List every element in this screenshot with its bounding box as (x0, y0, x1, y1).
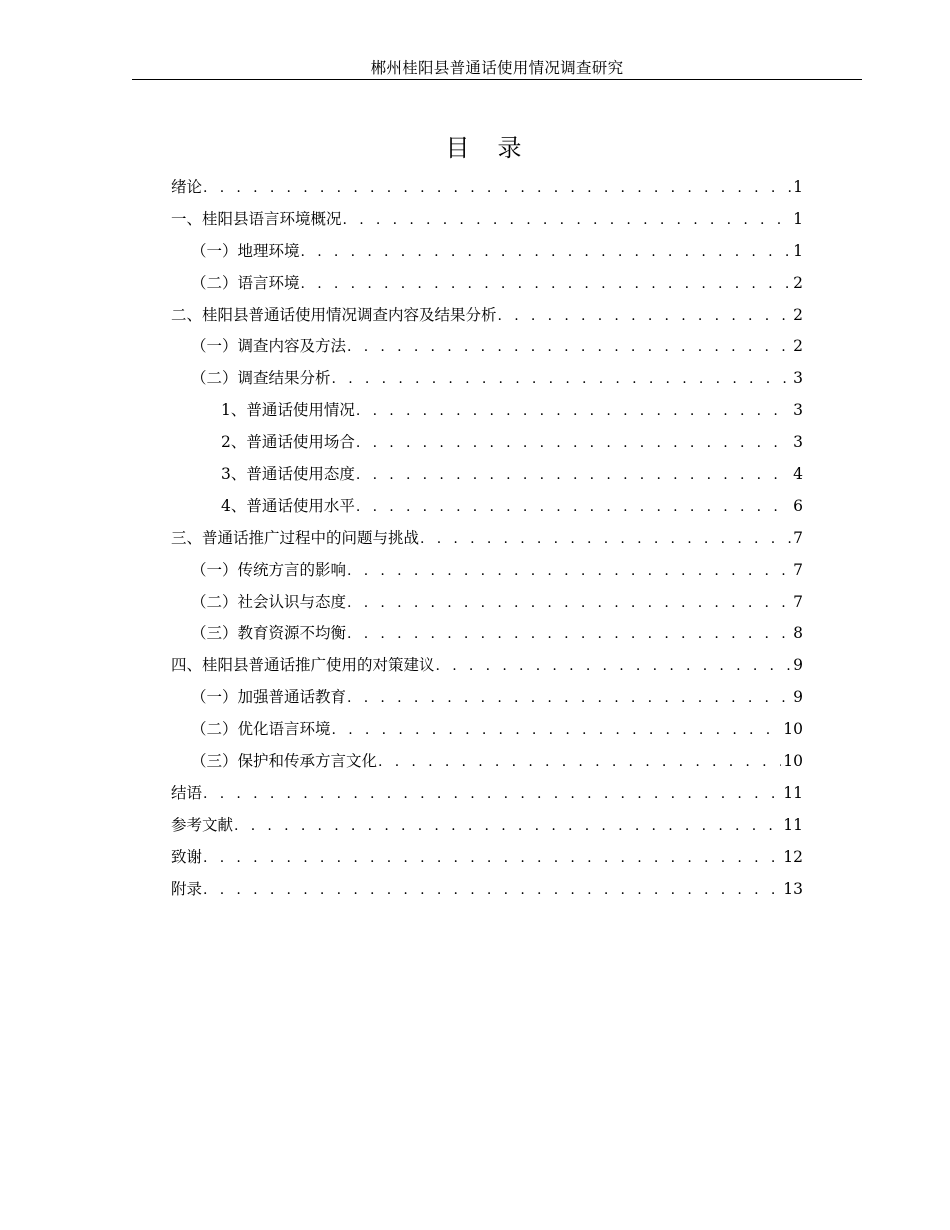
toc-entry[interactable] (171, 618, 803, 650)
toc-page-number: 3 (793, 433, 803, 452)
toc-page-number: 10 (783, 752, 803, 771)
toc-page-number: 7 (793, 560, 803, 579)
toc-entry-label: 4、普通话使用水平 (221, 496, 355, 515)
toc-dot-leader (301, 269, 792, 301)
toc-dot-leader (347, 332, 791, 364)
toc-page-number: 7 (793, 592, 803, 611)
toc-dot-leader (203, 173, 791, 205)
toc-entry-label: 四、桂阳县普通话推广使用的对策建议 (171, 656, 435, 675)
toc-entry-label: 三、普通话推广过程中的问题与挑战 (171, 528, 420, 547)
toc-dot-leader (203, 779, 781, 811)
toc-page-number: 8 (793, 624, 803, 643)
toc-page-number: 9 (793, 656, 803, 675)
toc-entry-label: 附录 (171, 879, 203, 898)
page-header-title: 郴州桂阳县普通话使用情况调查研究 (370, 59, 624, 77)
toc-entry-label: （一）加强普通话教育 (191, 688, 347, 707)
toc-page-number: 3 (793, 401, 803, 420)
toc-dot-leader (347, 556, 791, 588)
toc-dot-leader (203, 843, 781, 875)
toc-dot-leader (347, 588, 791, 620)
toc-entry[interactable] (171, 172, 803, 204)
toc-entry-label: 结语 (171, 783, 203, 802)
toc-entry-label: 参考文献 (171, 815, 234, 834)
toc-dot-leader (420, 524, 791, 556)
toc-entry-label: （一）传统方言的影响 (191, 560, 347, 579)
toc-entry-label: （二）社会认识与态度 (191, 592, 347, 611)
toc-page-number: 9 (793, 688, 803, 707)
toc-entry-label: 致谢 (171, 847, 203, 866)
toc-entry[interactable] (171, 363, 803, 395)
toc-entry[interactable] (171, 714, 803, 746)
toc-dot-leader (347, 619, 791, 651)
toc-entry[interactable] (171, 587, 803, 619)
toc-entry-label: 二、桂阳县普通话使用情况调查内容及结果分析 (171, 305, 497, 324)
toc-page-number: 3 (793, 369, 803, 388)
toc-entry[interactable] (171, 842, 803, 874)
toc-entry[interactable] (171, 395, 803, 427)
toc-dot-leader (301, 237, 792, 269)
toc-entry[interactable] (171, 236, 803, 268)
toc-entry[interactable] (171, 810, 803, 842)
toc-page-number: 12 (783, 847, 803, 866)
toc-dot-leader (234, 811, 781, 843)
toc-page-number: 1 (793, 178, 803, 196)
toc-title: 目录 (445, 134, 550, 162)
toc-dot-leader (332, 715, 782, 747)
toc-page-number: 11 (783, 783, 803, 802)
toc-dot-leader (347, 683, 791, 715)
toc-entry[interactable] (171, 682, 803, 714)
toc-entry-label: （三）教育资源不均衡 (191, 624, 347, 643)
toc-entry[interactable] (171, 491, 803, 523)
toc-entry[interactable] (171, 300, 803, 332)
toc-entry-label: 一、桂阳县语言环境概况 (171, 209, 342, 228)
toc-entry[interactable] (171, 331, 803, 363)
toc-entry-label: （一）地理环境 (191, 241, 300, 260)
toc-entry-label: 1、普通话使用情况 (221, 401, 355, 420)
toc-dot-leader (356, 492, 791, 524)
toc-entry[interactable] (171, 778, 803, 810)
toc-page-number: 11 (783, 815, 803, 834)
table-of-contents (171, 172, 803, 905)
toc-entry[interactable] (171, 523, 803, 555)
toc-dot-leader (356, 460, 791, 492)
toc-page-number: 10 (783, 720, 803, 739)
toc-page-number: 6 (793, 496, 803, 515)
toc-dot-leader (498, 301, 792, 333)
toc-dot-leader (332, 364, 792, 396)
toc-entry-label: （一）调查内容及方法 (191, 337, 347, 356)
toc-page-number: 7 (793, 528, 803, 547)
toc-dot-leader (436, 651, 792, 683)
toc-entry[interactable] (171, 427, 803, 459)
toc-dot-leader (356, 396, 791, 428)
toc-page-number: 2 (793, 273, 803, 292)
toc-entry[interactable] (171, 874, 803, 906)
toc-entry-label: 2、普通话使用场合 (221, 433, 355, 452)
toc-entry-label: 3、普通话使用态度 (221, 465, 355, 484)
toc-entry[interactable] (171, 268, 803, 300)
toc-dot-leader (356, 428, 791, 460)
toc-page-number: 2 (793, 337, 803, 356)
page-header (132, 58, 862, 80)
toc-page-number: 2 (793, 305, 803, 324)
toc-entry-label: （二）语言环境 (191, 273, 300, 292)
toc-page-number: 1 (793, 241, 803, 260)
toc-dot-leader (203, 875, 781, 907)
toc-dot-leader (378, 747, 781, 779)
toc-entry[interactable] (171, 555, 803, 587)
toc-page-number: 1 (793, 209, 803, 228)
toc-page-number: 13 (783, 879, 803, 898)
toc-page-number: 4 (793, 465, 803, 484)
toc-dot-leader (343, 205, 792, 237)
toc-entry-label: （二）优化语言环境 (191, 720, 331, 739)
toc-entry[interactable] (171, 650, 803, 682)
toc-entry[interactable] (171, 746, 803, 778)
toc-entry-label: 绪论 (171, 178, 203, 196)
toc-entry[interactable] (171, 459, 803, 491)
toc-entry-label: （二）调查结果分析 (191, 369, 331, 388)
toc-entry-label: （三）保护和传承方言文化 (191, 752, 378, 771)
toc-entry[interactable] (171, 204, 803, 236)
